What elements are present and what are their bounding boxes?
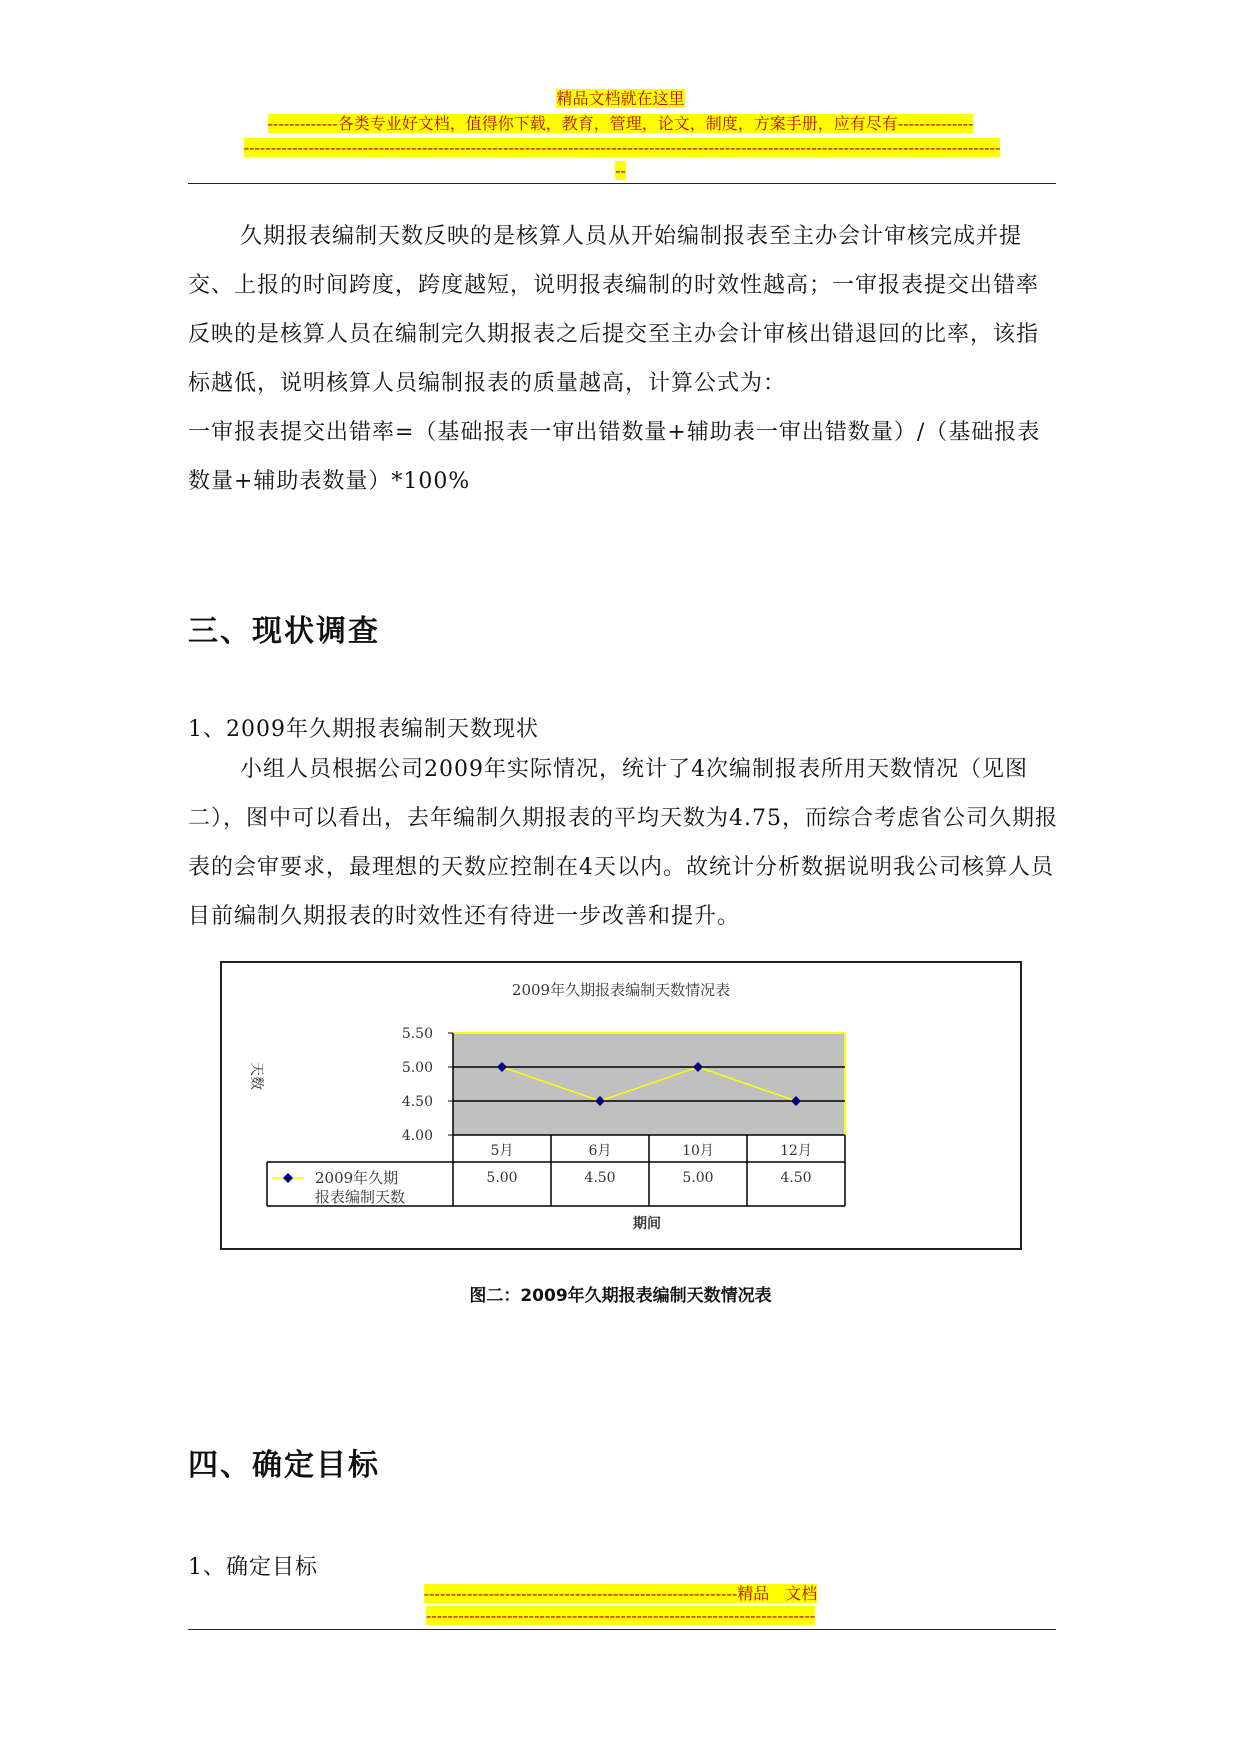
section-3-paragraph [188, 745, 1058, 941]
chart-title: 2009年久期报表编制天数情况表 [511, 981, 731, 999]
y-tick-label: 5.50 [401, 1026, 433, 1042]
table-value: 4.50 [584, 1170, 616, 1186]
footer-line-2: ------------------------------------------------------------------------ [425, 1606, 816, 1625]
header-line-3: -------------------------------------------------------------------------------------------------------------------------------------------- [243, 138, 1001, 157]
chart-frame [220, 961, 1022, 1250]
x-category-label: 10月 [682, 1143, 714, 1159]
legend-label-line-1: 2009年久期 [315, 1169, 399, 1187]
section-3-sub-1: 1、2009年久期报表编制天数现状 [188, 717, 539, 742]
section-3-heading: 三、现状调查 [188, 614, 380, 649]
y-tick-label: 4.50 [401, 1094, 433, 1110]
header-rule [188, 183, 1056, 184]
x-axis-label: 期间 [633, 1216, 661, 1232]
header-line-1: 精品文档就在这里 [556, 89, 685, 108]
section-4-heading: 四、确定目标 [188, 1448, 380, 1483]
x-category-label: 6月 [588, 1143, 612, 1159]
legend-marker [283, 1173, 293, 1183]
table-value: 5.00 [486, 1170, 518, 1186]
header-line-4: -- [615, 161, 626, 180]
table-value: 5.00 [682, 1170, 714, 1186]
section-3-text: 小组人员根据公司2009年实际情况，统计了4次编制报表所用天数情况（见图二），图中可以看出，去年编制久期报表的平均天数为4.75，而综合考虑省公司久期报表的会审要求，最理想的天数应控制在4天以内。故统计分析数据说明我公司核算人员目前编制久期报表的时效性还有待进一步改善和提升。 [188, 757, 1058, 929]
x-category-label: 12月 [780, 1143, 812, 1159]
y-tick-label: 5.00 [401, 1060, 433, 1076]
footer-line-1: ----------------------------------------------------------精品 文档 [423, 1584, 818, 1603]
formula-text: 一审报表提交出错率=（基础报表一审出错数量+辅助表一审出错数量）/（基础报表数量+辅助表数量）*100% [188, 420, 1041, 494]
intro-text: 久期报表编制天数反映的是核算人员从开始编制报表至主办会计审核完成并提交、上报的时间跨度，跨度越短，说明报表编制的时效性越高；一审报表提交出错率反映的是核算人员在编制完久期报表之后提交至主办会计审核出错退回的比率，该指标越低，说明核算人员编制报表的质量越高，计算公式为： [188, 224, 1040, 396]
y-tick-label: 4.00 [401, 1128, 433, 1144]
section-4-sub-1: 1、确定目标 [188, 1555, 318, 1580]
x-category-label: 5月 [490, 1143, 514, 1159]
days-line-chart [222, 963, 1020, 1248]
footer-rule [188, 1629, 1056, 1630]
chart-caption: 图二：2009年久期报表编制天数情况表 [469, 1286, 772, 1306]
y-axis-label: 天数 [248, 1062, 264, 1090]
header-line-2: -------------各类专业好文档，值得你下载，教育，管理，论文，制度，方案手册，应有尽有-------------- [267, 114, 974, 133]
intro-paragraph [188, 212, 1058, 506]
table-value: 4.50 [780, 1170, 812, 1186]
legend-label-line-2: 报表编制天数 [315, 1188, 406, 1206]
